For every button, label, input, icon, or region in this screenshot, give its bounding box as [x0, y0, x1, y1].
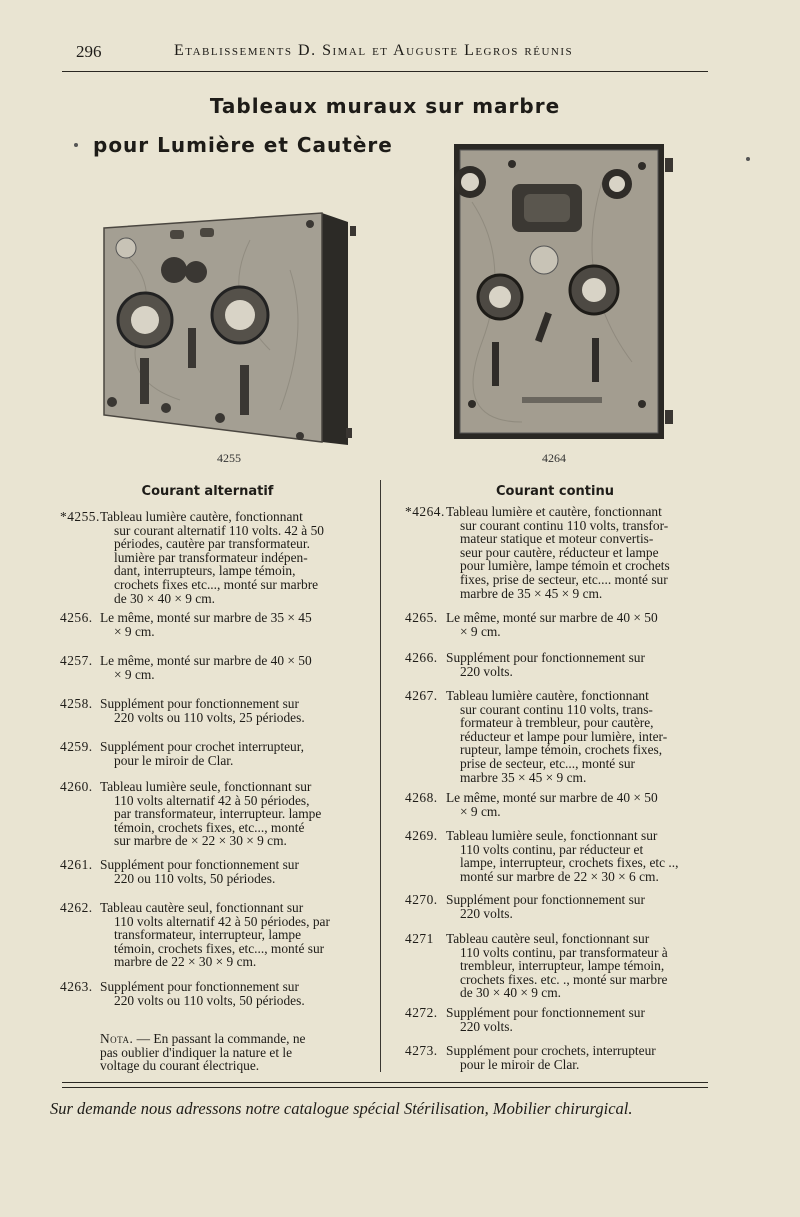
description-line: marbre 35 × 45 × 9 cm. [460, 769, 587, 785]
item-number: 4260. [60, 779, 93, 794]
item-description [446, 829, 708, 883]
description-line: fixes, prise de secteur, etc.... monté sur [460, 571, 668, 587]
description-line: Tableau cautère seul, fonctionnant sur [100, 900, 304, 915]
footer-note: Sur demande nous adressons notre catalogue spécial Stérilisation, Mobilier chirurgical. [50, 1099, 633, 1118]
description-line: 110 volts continu, par transformateur à [460, 944, 668, 960]
right-column-heading: Courant continu [496, 484, 614, 499]
description-line: pour le miroir de Clar. [114, 752, 234, 768]
item-number: 4268. [405, 790, 438, 805]
description-line: Le même, monté sur marbre de 40 × 50 [446, 790, 658, 805]
description-line: × 9 cm. [114, 623, 155, 639]
description-line: formateur à trembleur, pour cautère, [460, 715, 654, 731]
stray-dot-right [746, 157, 750, 161]
description-line: périodes, cautère par transformateur. [114, 536, 310, 552]
item-number: 4267. [405, 688, 438, 703]
description-line: Tableau lumière seule, fonctionnant sur [446, 828, 658, 843]
description-line: lumière par transformateur indépen- [114, 549, 308, 565]
item-number: 4269. [405, 828, 438, 843]
description-line: crochets fixes etc..., monté sur marbre [114, 576, 319, 592]
item-number: 4261. [60, 857, 93, 872]
description-line: Tableau cautère seul, fonctionnant sur [446, 931, 650, 946]
description-line: trembleur, interrupteur, lampe témoin, [460, 958, 665, 974]
description-line: Supplément pour fonctionnement sur [446, 892, 645, 907]
description-line: Tableau lumière seule, fonctionnant sur [100, 779, 312, 794]
left-column-heading: Courant alternatif [141, 484, 274, 499]
description-line: mateur statique et moteur convertis- [460, 531, 654, 547]
item-description [446, 689, 708, 784]
description-line: sur courant continu 110 volts, transfor- [460, 517, 669, 533]
item-description [100, 740, 360, 767]
description-line: de 30 × 40 × 9 cm. [460, 985, 562, 1001]
item-description [100, 858, 360, 885]
item-number: 4262. [60, 900, 93, 915]
item-description [446, 932, 708, 1000]
item-description [446, 611, 708, 638]
description-line: 220 volts. [460, 905, 513, 921]
description-line: Tableau lumière et cautère, fonctionnant [446, 504, 662, 519]
description-line: témoin, crochets fixes, etc..., monté [114, 819, 305, 835]
description-line: dant, interrupteurs, lampe témoin, [114, 563, 296, 579]
description-line: sur marbre de × 22 × 30 × 9 cm. [114, 833, 287, 849]
description-line: Le même, monté sur marbre de 40 × 50 [100, 653, 312, 668]
description-line: crochets fixes. etc. ., monté sur marbre [460, 971, 668, 987]
description-line: pour lumière, lampe témoin et crochets [460, 558, 670, 574]
nota-line: voltage du courant électrique. [100, 1058, 260, 1074]
description-line: 220 volts ou 110 volts, 25 périodes. [114, 709, 305, 725]
item-number: 4259. [60, 739, 93, 754]
item-number: *4255. [60, 509, 100, 524]
description-line: sur courant continu 110 volts, trans- [460, 701, 653, 717]
description-line: réducteur et lampe pour lumière, inter- [460, 728, 668, 744]
item-description [100, 780, 360, 848]
item-number: 4256. [60, 610, 93, 625]
item-number: 4266. [405, 650, 438, 665]
item-number: 4270. [405, 892, 438, 907]
nota-label: Nota. [100, 1031, 134, 1046]
description-line: monté sur marbre de 22 × 30 × 6 cm. [460, 868, 659, 884]
description-line: de 30 × 40 × 9 cm. [114, 590, 216, 606]
page-title: Tableaux muraux sur marbre [209, 94, 561, 118]
description-line: marbre de 22 × 30 × 9 cm. [114, 954, 257, 970]
item-description [446, 651, 708, 678]
description-line: Le même, monté sur marbre de 40 × 50 [446, 610, 658, 625]
figure-4264 [452, 142, 677, 440]
item-description [100, 611, 360, 638]
description-line: par transformateur, interrupteur. lampe [114, 806, 322, 822]
description-line: seur pour cautère, réducteur et lampe [460, 544, 659, 560]
description-line: pour le miroir de Clar. [460, 1056, 580, 1072]
description-line: sur courant alternatif 110 volts. 42 à 50 [114, 522, 324, 538]
column-divider [380, 480, 381, 1072]
item-number: 4272. [405, 1005, 438, 1020]
description-line: × 9 cm. [114, 666, 155, 682]
item-description [100, 510, 360, 605]
item-number: 4273. [405, 1043, 438, 1058]
description-line: × 9 cm. [460, 803, 501, 819]
item-description [446, 1044, 708, 1071]
description-line: Supplément pour fonctionnement sur [100, 857, 299, 872]
figure-4264-image [452, 142, 677, 440]
item-description [100, 980, 360, 1007]
figure-label-4264: 4264 [542, 451, 566, 465]
item-description [446, 791, 708, 818]
page-number: 296 [76, 42, 102, 61]
stray-dot [74, 143, 78, 147]
item-number: 4263. [60, 979, 93, 994]
footer-rule-1 [62, 1082, 708, 1083]
item-description [446, 1006, 708, 1033]
description-line: Tableau lumière cautère, fonctionnant [446, 688, 649, 703]
description-line: rupteur, lampe témoin, crochets fixes, [460, 742, 663, 758]
description-line: 220 volts. [460, 663, 513, 679]
nota-line: pas oublier d'indiquer la nature et le [100, 1044, 293, 1060]
figure-4255-image [100, 210, 365, 450]
figure-4255 [100, 210, 365, 450]
running-title: Etablissements D. Simal et Auguste Legros réunis [174, 42, 574, 59]
description-line: × 9 cm. [460, 623, 501, 639]
description-line: transformateur, interrupteur, lampe [114, 927, 302, 943]
running-head [62, 40, 706, 70]
description-line: Supplément pour fonctionnement sur [446, 1005, 645, 1020]
header-rule [62, 71, 708, 72]
description-line: 220 ou 110 volts, 50 périodes. [114, 870, 276, 886]
description-line: Le même, monté sur marbre de 35 × 45 [100, 610, 312, 625]
item-number: 4265. [405, 610, 438, 625]
description-line: 110 volts alternatif 42 à 50 périodes, par [114, 913, 330, 929]
item-description [446, 893, 708, 920]
nota [100, 1032, 358, 1073]
item-number: 4271 [405, 931, 434, 946]
description-line: 110 volts continu, par réducteur et [460, 841, 644, 857]
item-description [446, 505, 708, 600]
figure-label-4255: 4255 [217, 451, 241, 465]
item-description [100, 697, 360, 724]
description-line: Supplément pour fonctionnement sur [446, 650, 645, 665]
item-description [100, 654, 360, 681]
item-description [100, 901, 360, 969]
description-line: Supplément pour crochet interrupteur, [100, 739, 304, 754]
footer-rule-2 [62, 1087, 708, 1088]
item-number: 4257. [60, 653, 93, 668]
description-line: Supplément pour fonctionnement sur [100, 696, 299, 711]
page-subtitle: pour Lumière et Cautère [93, 133, 393, 157]
description-line: 110 volts alternatif 42 à 50 périodes, [114, 792, 310, 808]
description-line: témoin, crochets fixes, etc..., monté sur [114, 940, 325, 956]
description-line: Supplément pour fonctionnement sur [100, 979, 299, 994]
description-line: lampe, interrupteur, crochets fixes, etc .., [460, 855, 679, 871]
description-line: Supplément pour crochets, interrupteur [446, 1043, 656, 1058]
item-number: *4264. [405, 504, 445, 519]
description-line: prise de secteur, etc..., monté sur [460, 755, 635, 771]
description-line: marbre de 35 × 45 × 9 cm. [460, 585, 603, 601]
nota-line: — En passant la commande, ne [136, 1031, 306, 1046]
description-line: Tableau lumière cautère, fonctionnant [100, 509, 303, 524]
description-line: 220 volts ou 110 volts, 50 périodes. [114, 992, 305, 1008]
description-line: 220 volts. [460, 1018, 513, 1034]
item-number: 4258. [60, 696, 93, 711]
